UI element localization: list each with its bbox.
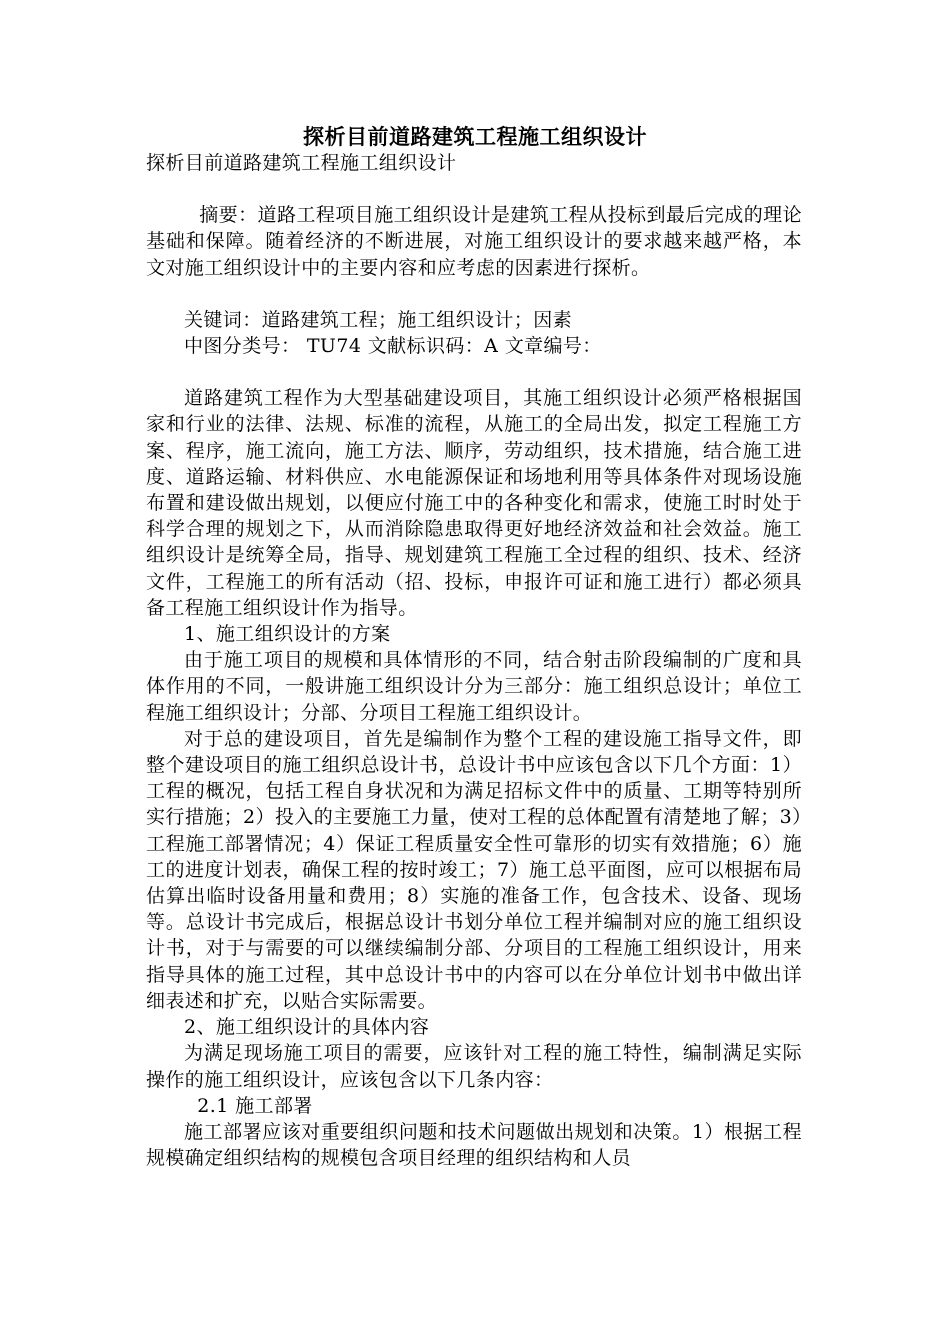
body-paragraph: 由于施工项目的规模和具体情形的不同，结合射击阶段编制的广度和具体作用的不同，一般讲施工组织设计分为三部分：施工组织总设计；单位工程施工组织设计；分部、分项目工程施工组织设计。 (146, 649, 802, 724)
body-paragraph: 道路建筑工程作为大型基础建设项目，其施工组织设计必须严格根据国家和行业的法律、法规、标准的流程，从施工的全局出发，拟定工程施工方案、程序，施工流向，施工方法、顺序，劳动组织，技术措施，结合施工进度、道路运输、材料供应、水电能源保证和场地利用等具体条件对现场设施布置和建设做出规划，以便应付施工中的各种变化和需求，使施工时时处于科学合理的规划之下，从而消除隐患取得更好地经济效益和社会效益。施工组织设计是统筹全局，指导、规划建筑工程施工全过程的组织、技术、经济文件，工程施工的所有活动（招、投标，申报许可证和施工进行）都必须具备工程施工组织设计作为指导。 (146, 387, 802, 619)
subsection-heading-2-1: 2.1 施工部署 (197, 1094, 313, 1117)
body-paragraph: 对于总的建设项目，首先是编制作为整个工程的建设施工指导文件，即整个建设项目的施工组织总设计书，总设计书中应该包含以下几个方面：1）工程的概况，包括工程自身状况和为满足招标文件中的质量、工期等特别所实行措施；2）投入的主要施工力量，使对工程的总体配置有清楚地了解；3）工程施工部署情况；4）保证工程质量安全性可靠形的切实有效措施；6）施工的进度计划表，确保工程的按时竣工；7）施工总平面图，应可以根据布局估算出临时设备用量和费用；8）实施的准备工作，包含技术、设备、现场等。总设计书完成后，根据总设计书划分单位工程并编制对应的施工组织设计书，对于与需要的可以继续编制分部、分项目的工程施工组织设计，用来指导具体的施工过程，其中总设计书中的内容可以在分单位计划书中做出详细表述和扩充，以贴合实际需要。 (146, 727, 802, 1012)
document-title: 探析目前道路建筑工程施工组织设计 (303, 125, 647, 149)
blank-line (146, 176, 802, 202)
document-body (146, 150, 802, 1171)
section-heading-2: 2、施工组织设计的具体内容 (184, 1016, 430, 1039)
classification-line: 中图分类号： TU74 文献标识码：A 文章编号： (184, 335, 602, 358)
abstract-paragraph: 摘要：道路工程项目施工组织设计是建筑工程从投标到最后完成的理论基础和保障。随着经济的不断进展，对施工组织设计的要求越来越严格，本文对施工组织设计中的主要内容和应考虑的因素进行探析。 (146, 204, 802, 279)
blank-line (146, 359, 802, 385)
body-paragraph: 为满足现场施工项目的需要，应该针对工程的施工特性，编制满足实际操作的施工组织设计，应该包含以下几条内容： (146, 1042, 802, 1091)
blank-line (146, 281, 802, 307)
document-subtitle: 探析目前道路建筑工程施工组织设计 (146, 152, 457, 174)
keywords-line: 关键词：道路建筑工程；施工组织设计；因素 (184, 308, 573, 331)
section-heading-1: 1、施工组织设计的方案 (184, 623, 391, 646)
body-paragraph: 施工部署应该对重要组织问题和技术问题做出规划和决策。1）根据工程规模确定组织结构的规模包含项目经理的组织结构和人员 (146, 1120, 802, 1170)
